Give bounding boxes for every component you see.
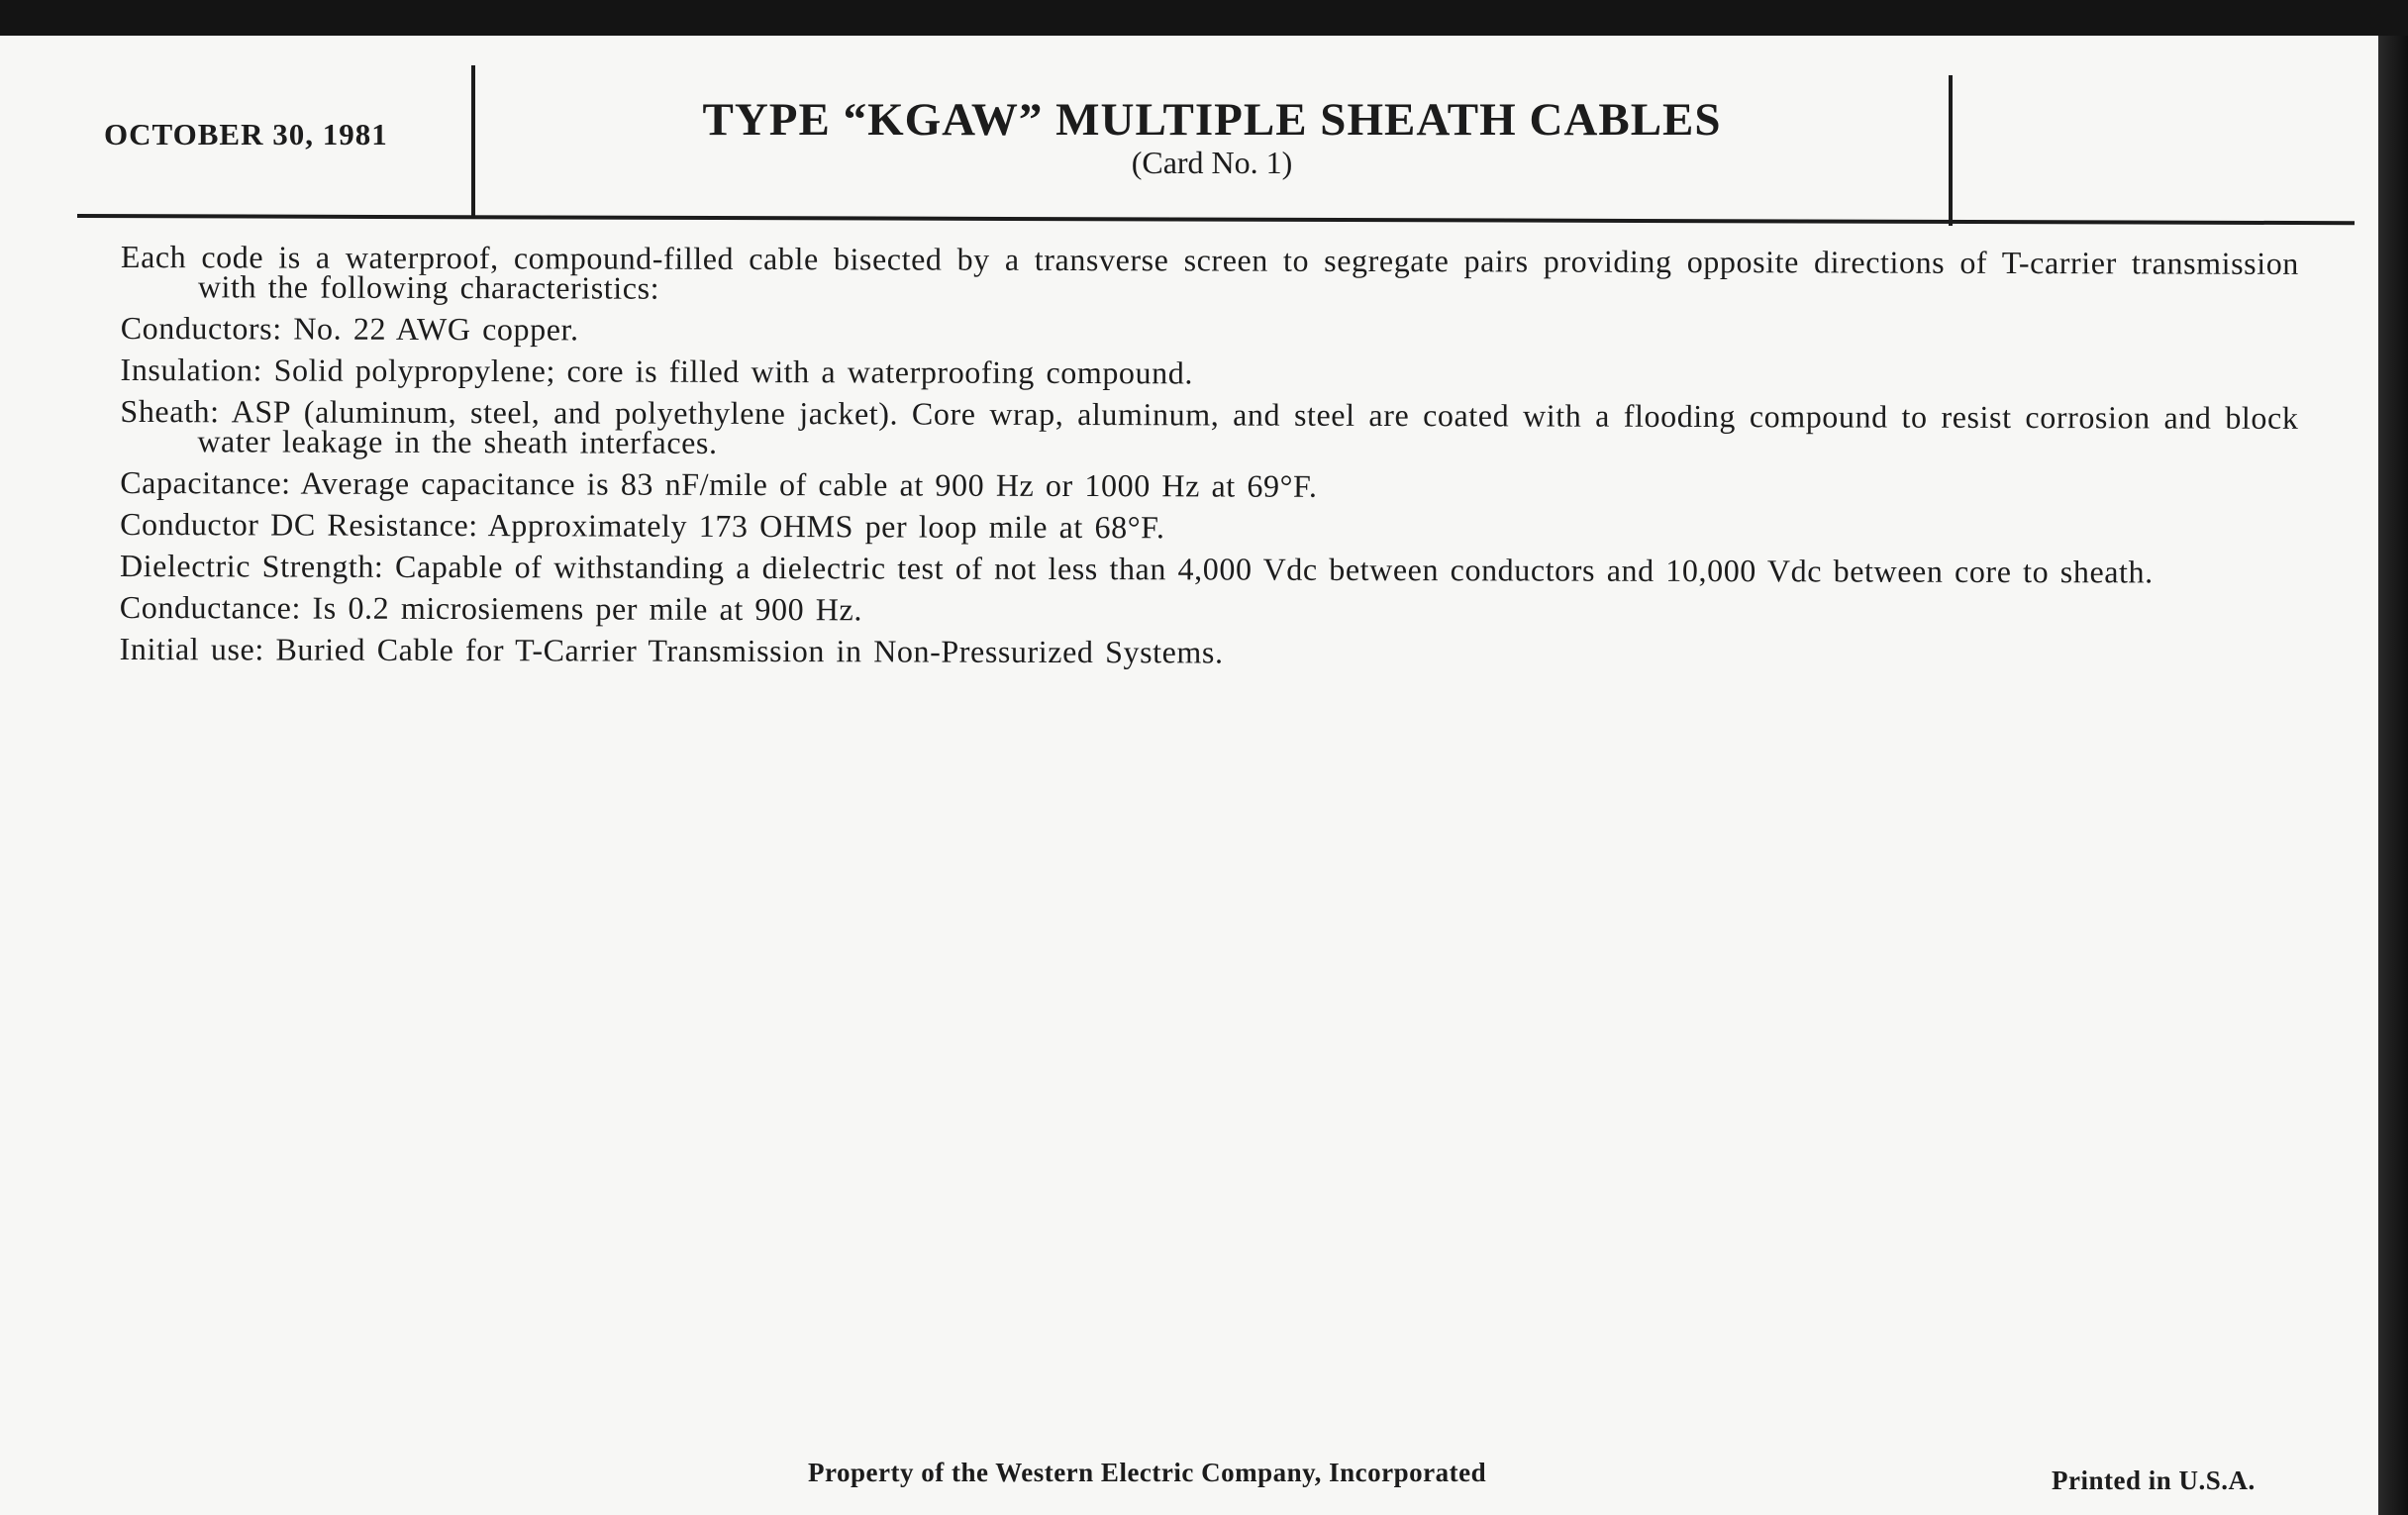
initial-use-spec: Initial use: Buried Cable for T-Carrier Transmission in Non-Pressurized Systems. (119, 630, 1224, 670)
printed-notice: Printed in U.S.A. (2052, 1465, 2256, 1495)
header-divider-left (471, 65, 475, 216)
card-subtitle: (Card No. 1) (1131, 145, 1293, 180)
scan-edge (2378, 36, 2408, 1515)
dc-resistance-spec: Conductor DC Resistance: Approximately 173 OHMS per loop mile at 68°F. (120, 505, 1165, 546)
dielectric-strength-spec: Dielectric Strength: Capable of withstanding a dielectric test of not less than 4,000 Vdc between conductors and 10,000 Vdc between core to sheath. (119, 547, 2154, 590)
card-title: TYPE “KGAW” MULTIPLE SHEATH CABLES (702, 94, 1722, 146)
description-paragraph: Each code is a waterproof, compound-filled cable bisected by a transverse screen to segregate pairs providing opposite directions of T-carrier transmission with the following characteristics: (120, 239, 2299, 306)
property-notice: Property of the Western Electric Company, Incorporated (808, 1458, 1487, 1487)
header-divider-right (1949, 75, 1953, 226)
conductors-spec: Conductors: No. 22 AWG copper. (120, 309, 579, 348)
card-date: OCTOBER 30, 1981 (104, 117, 388, 152)
capacitance-spec: Capacitance: Average capacitance is 83 nF/mile of cable at 900 Hz or 1000 Hz at 69°F. (120, 463, 1318, 504)
card-body (119, 239, 2299, 682)
sheath-spec: Sheath: ASP (aluminum, steel, and polyethylene jacket). Core wrap, aluminum, and steel are coated with a flooding compound to resist corrosion and block water leakage in the sheath interfaces. (120, 392, 2299, 460)
insulation-spec: Insulation: Solid polypropylene; core is filled with a waterproofing compound. (120, 351, 1194, 391)
conductance-spec: Conductance: Is 0.2 microsiemens per mile at 900 Hz. (119, 588, 863, 628)
